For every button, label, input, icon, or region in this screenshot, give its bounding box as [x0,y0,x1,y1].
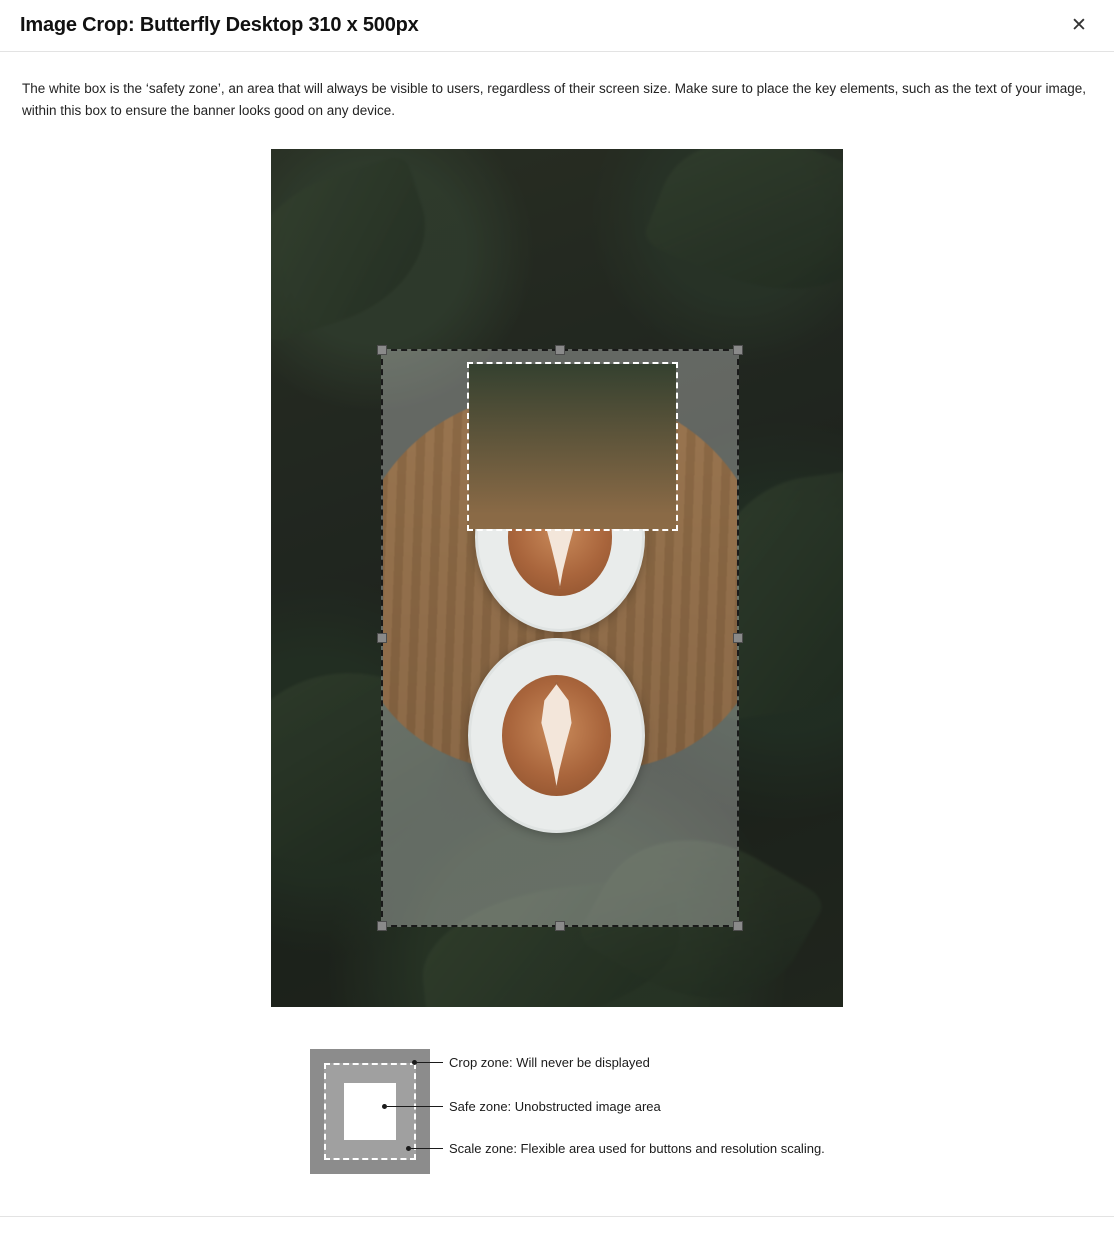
resize-handle-middle-right[interactable] [733,633,743,643]
legend-leader-line [387,1106,443,1107]
legend [22,1049,1092,1174]
legend-leader-line [417,1062,443,1063]
modal-body [0,52,1114,1174]
legend-item-crop-label: Crop zone: Will never be displayed [449,1054,650,1070]
legend-item-scale [406,1141,825,1156]
modal-footer [0,1216,1114,1238]
legend-leader-line [411,1148,443,1149]
legend-item-scale-label: Scale zone: Flexible area used for buttons and resolution scaling. [449,1140,825,1156]
resize-handle-bottom-left[interactable] [377,921,387,931]
resize-handle-top-left[interactable] [377,345,387,355]
legend-item-crop [412,1055,650,1070]
legend-item-safe-label: Safe zone: Unobstructed image area [449,1098,661,1114]
legend-item-safe [382,1099,661,1114]
modal-header [0,0,1114,52]
close-icon[interactable]: ✕ [1066,13,1092,39]
page-title: Image Crop: Butterfly Desktop 310 x 500px [20,14,419,36]
crop-selection-rectangle[interactable] [381,349,739,927]
resize-handle-middle-left[interactable] [377,633,387,643]
resize-handle-bottom-center[interactable] [555,921,565,931]
resize-handle-top-center[interactable] [555,345,565,355]
resize-handle-bottom-right[interactable] [733,921,743,931]
legend-labels [430,1049,1092,1174]
resize-handle-top-right[interactable] [733,345,743,355]
crop-stage[interactable] [271,149,843,1007]
coffee-cup-bottom [468,638,645,833]
safe-zone-photo [467,362,678,531]
description-text: The white box is the ‘safety zone’, an area that will always be visible to users, regardless of their screen size. Make sure to place the key elements, such as the text of your image, within this box to ensure the banner looks good on any device. [22,81,1087,119]
crop-stage-wrapper [22,149,1092,1007]
safe-zone-box [467,362,678,531]
